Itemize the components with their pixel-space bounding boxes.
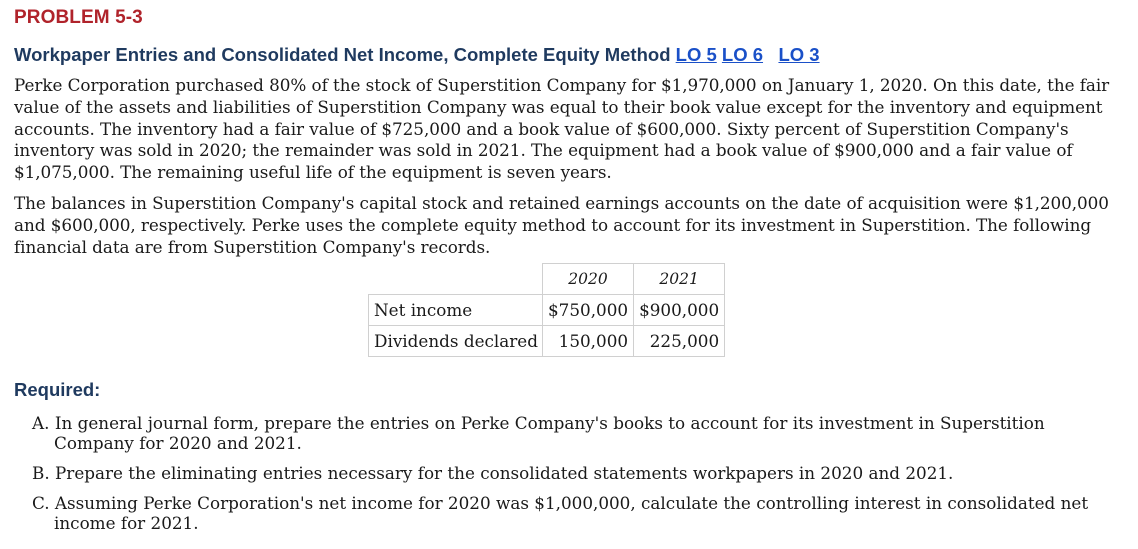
row-label-net-income: Net income: [369, 295, 543, 326]
item-letter-c: C.: [32, 493, 50, 514]
list-item: [32, 493, 1129, 533]
list-item: [32, 413, 1129, 453]
cell-dividends-2020: 150,000: [542, 326, 633, 357]
table-row: [369, 326, 725, 357]
problem-page: [14, 0, 1129, 533]
problem-title-line: [14, 43, 1129, 67]
row-label-dividends: Dividends declared: [369, 326, 543, 357]
table-row: [369, 295, 725, 326]
column-header-2021: 2021: [634, 264, 725, 295]
cell-net-income-2020: $750,000: [542, 295, 633, 326]
item-text-b: Prepare the eliminating entries necessary for the consolidated statements workpapers in 2020 and 2021.: [55, 463, 954, 484]
paragraph-1: Perke Corporation purchased 80% of the stock of Superstition Company for $1,970,000 on January 1, 2020. On this date, the fair value of the assets and liabilities of Superstition Company was equal to their book value except for the inventory and equipment accounts. The inventory had a fair value of $725,000 and a book value of $600,000. Sixty percent of Superstition Company's inventory was sold in 2020; the remainder was sold in 2021. The equipment had a book value of $900,000 and a fair value of $1,075,000. The remaining useful life of the equipment is seven years.: [14, 75, 1110, 183]
required-heading: Required:: [14, 379, 101, 401]
lo-3-link[interactable]: LO 3: [778, 44, 820, 65]
cell-net-income-2021: $900,000: [634, 295, 725, 326]
intro-paragraph: [14, 75, 1129, 184]
item-letter-b: B.: [32, 463, 50, 484]
item-text-a: In general journal form, prepare the entries on Perke Company's books to account for its investment in Superstition Company for 2020 and 2021.: [54, 413, 1045, 454]
item-letter-a: A.: [32, 413, 50, 434]
problem-number: PROBLEM 5-3: [14, 7, 143, 28]
lo-6-link[interactable]: LO 6: [721, 44, 764, 65]
table-header-row: [369, 264, 725, 295]
problem-title: Workpaper Entries and Consolidated Net Income, Complete Equity Method: [14, 44, 671, 65]
required-list: [14, 413, 1129, 533]
details-paragraph: [14, 193, 1129, 258]
financial-data-table: [368, 263, 725, 357]
table-corner-cell: [369, 264, 543, 295]
lo-5-link[interactable]: LO 5: [675, 44, 717, 65]
item-text-c: Assuming Perke Corporation's net income for 2020 was $1,000,000, calculate the controlling interest in consolidated net income for 2021.: [54, 493, 1089, 534]
column-header-2020: 2020: [542, 264, 633, 295]
list-item: [32, 463, 1129, 483]
cell-dividends-2021: 225,000: [634, 326, 725, 357]
paragraph-2: The balances in Superstition Company's capital stock and retained earnings accounts on the date of acquisition were $1,200,000 and $600,000, respectively. Perke uses the complete equity method to account for its investment in Superstition. The following financial data are from Superstition Company's records.: [14, 192, 1109, 257]
